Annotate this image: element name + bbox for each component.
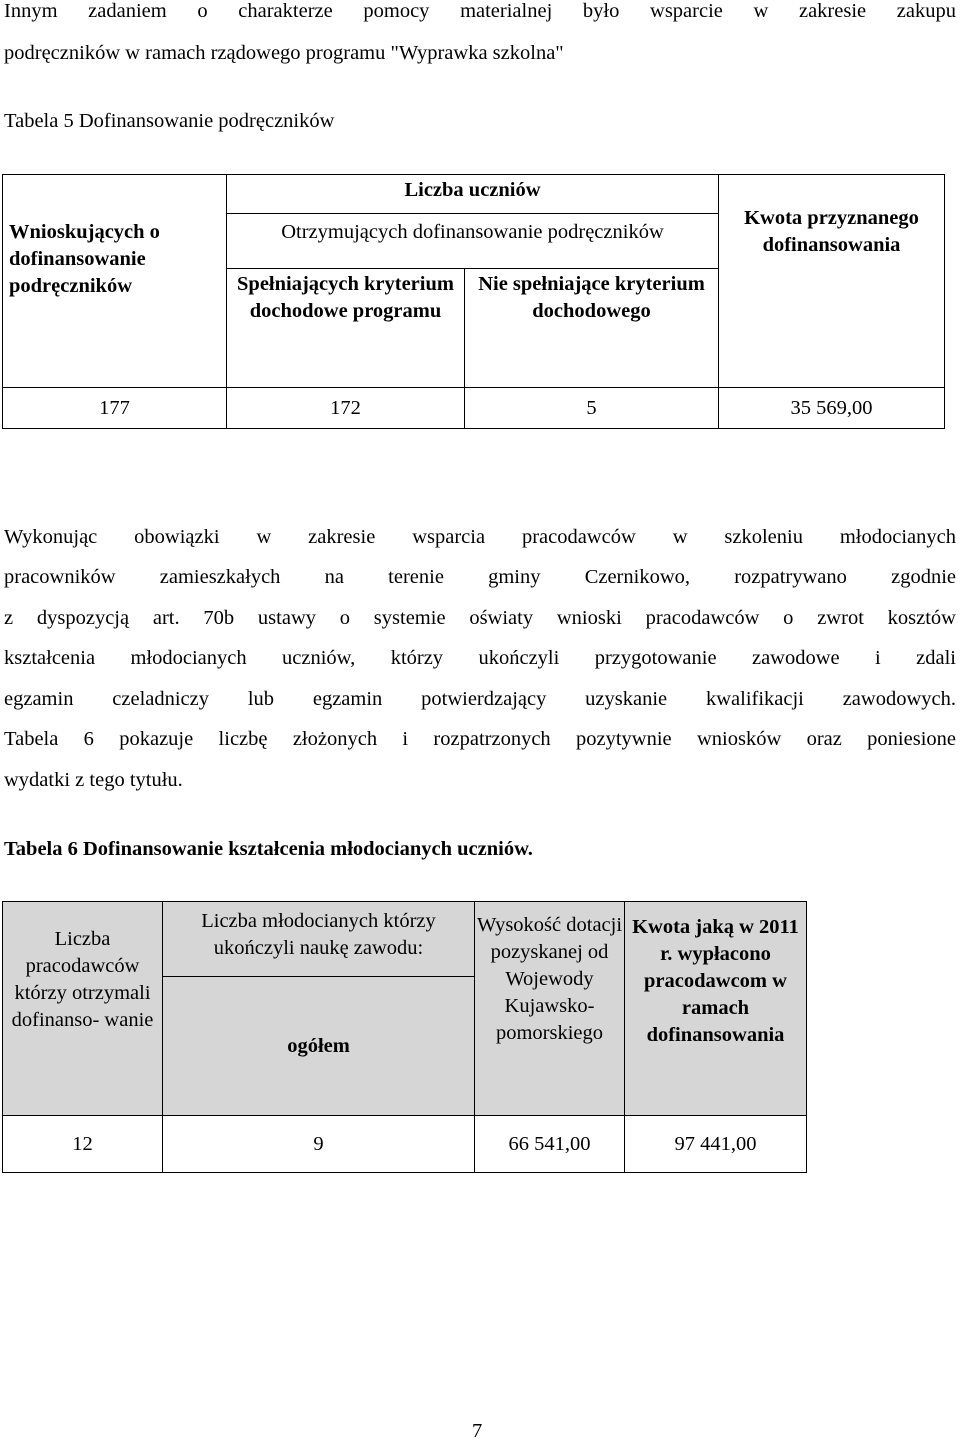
paragraph-line-2: pracowników zamieszkałych na terenie gminy Czernikowo, rozpatrywano zgodnie xyxy=(4,566,956,588)
value-paid: 97 441,00 xyxy=(625,1116,807,1173)
page-number: 7 xyxy=(472,1420,483,1442)
header-paid: Kwota jaką w 2011 r. wypłacono pracodawcom w ramach dofinansowania xyxy=(625,902,807,1116)
paragraph-line-7: wydatki z tego tytułu. xyxy=(4,769,183,791)
paragraph-line-3: z dyspozycją art. 70b ustawy o systemie oświaty wnioski pracodawców o zwrot kosztów xyxy=(4,607,956,629)
value-not-meeting-criterion: 5 xyxy=(465,388,719,429)
header-meeting-criterion: Spełniających kryterium dochodowe programu xyxy=(227,269,465,388)
table6-row xyxy=(3,1116,807,1173)
value-meeting-criterion: 172 xyxy=(227,388,465,429)
value-total: 9 xyxy=(163,1116,475,1173)
header-employers: Liczba pracodawców którzy otrzymali dofinanso- wanie xyxy=(3,902,163,1116)
table-6 xyxy=(2,901,807,1173)
value-employers: 12 xyxy=(3,1116,163,1173)
table6-caption: Tabela 6 Dofinansowanie kształcenia młodocianych uczniów. xyxy=(4,838,533,860)
header-receiving: Otrzymujących dofinansowanie podręczników xyxy=(227,214,719,269)
header-total: ogółem xyxy=(163,977,475,1116)
paragraph-line-6: Tabela 6 pokazuje liczbę złożonych i rozpatrzonych pozytywnie wniosków oraz poniesione xyxy=(4,728,956,750)
paragraph-line-1: Wykonując obowiązki w zakresie wsparcia pracodawców w szkoleniu młodocianych xyxy=(4,526,956,548)
value-amount: 35 569,00 xyxy=(719,388,945,429)
table5-row xyxy=(3,388,945,429)
intro-line-1: Innym zadaniem o charakterze pomocy materialnej było wsparcie w zakresie zakupu xyxy=(4,0,956,22)
table-5 xyxy=(2,174,945,429)
header-subsidy: Wysokość dotacji pozyskanej od Wojewody Kujawsko- pomorskiego xyxy=(475,902,625,1116)
paragraph-line-5: egzamin czeladniczy lub egzamin potwierdzający uzyskanie kwalifikacji zawodowych. xyxy=(4,688,956,710)
header-applicants: Wnioskujących o dofinansowanie podręczników xyxy=(3,175,227,388)
header-amount: Kwota przyznanego dofinansowania xyxy=(719,175,945,388)
paragraph-line-4: kształcenia młodocianych uczniów, którzy ukończyli przygotowanie zawodowe i zdali xyxy=(4,647,956,669)
header-juveniles: Liczba młodocianych którzy ukończyli naukę zawodu: xyxy=(163,902,475,977)
header-not-meeting-criterion: Nie spełniające kryterium dochodowego xyxy=(465,269,719,388)
table5-caption: Tabela 5 Dofinansowanie podręczników xyxy=(4,110,335,132)
header-students: Liczba uczniów xyxy=(227,175,719,214)
value-subsidy: 66 541,00 xyxy=(475,1116,625,1173)
value-applicants: 177 xyxy=(3,388,227,429)
intro-line-2: podręczników w ramach rządowego programu "Wyprawka szkolna" xyxy=(4,42,564,64)
